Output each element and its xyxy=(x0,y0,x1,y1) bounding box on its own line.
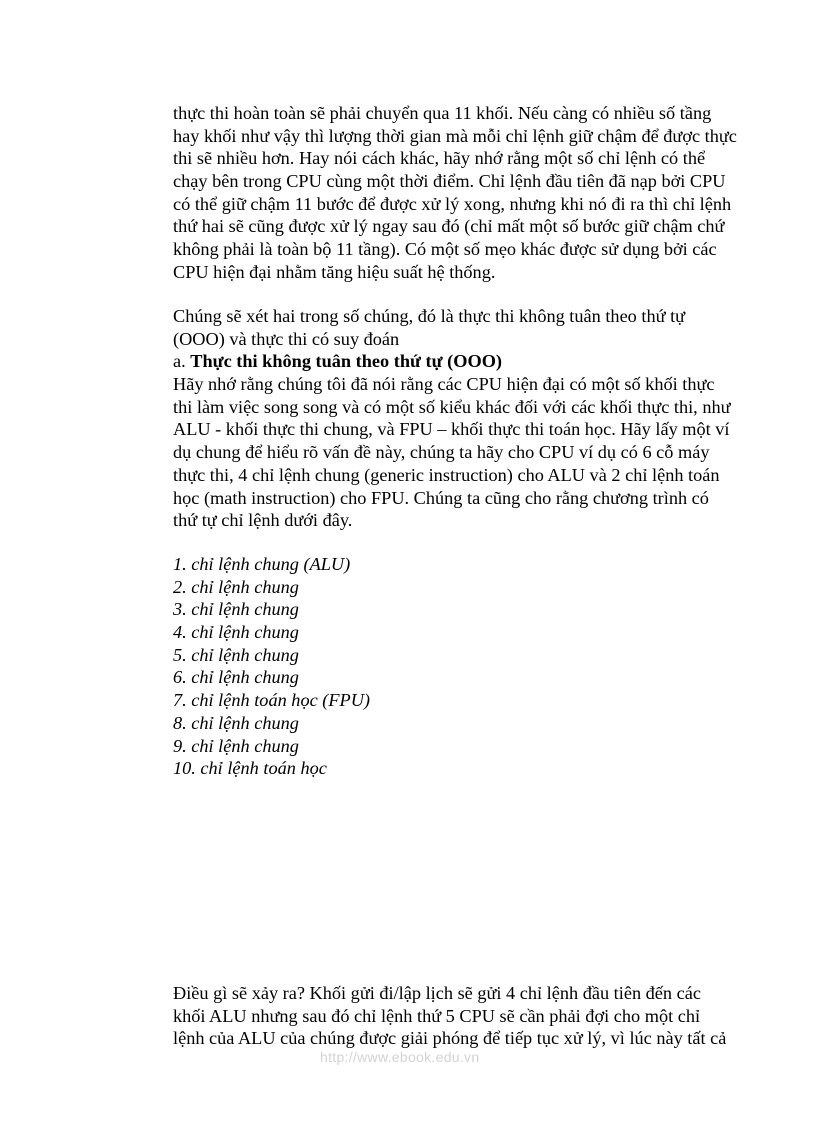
watermark-url: http://www.ebook.edu.vn xyxy=(320,1049,480,1065)
list-item: 8. chỉ lệnh chung xyxy=(173,712,299,733)
instruction-list xyxy=(173,553,773,780)
paragraph-ooo-intro xyxy=(173,305,773,532)
text-line: CPU hiện đại nhằm tăng hiệu suất hệ thống. xyxy=(173,261,496,282)
heading-prefix: a. xyxy=(173,351,191,372)
text-line: lệnh của ALU của chúng được giải phóng để tiếp tục xử lý, vì lúc này tất cả xyxy=(173,1028,727,1049)
text-line: chạy bên trong CPU cùng một thời điểm. Chỉ lệnh đầu tiên đã nạp bởi CPU xyxy=(173,171,726,192)
text-line: Hãy nhớ rằng chúng tôi đã nói rằng các CPU hiện đại có một số khối thực xyxy=(173,374,715,395)
text-line: ALU - khối thực thi chung, và FPU – khối thực thi toán học. Hãy lấy một ví xyxy=(173,419,730,440)
list-item: 10. chỉ lệnh toán học xyxy=(173,758,327,779)
text-line: thực thi, 4 chỉ lệnh chung (generic instruction) cho ALU và 2 chỉ lệnh toán xyxy=(173,464,720,485)
text-line: thứ hai sẽ cũng được xử lý ngay sau đó (chỉ mất một số bước giữ chậm chứ xyxy=(173,216,725,237)
list-item: 3. chỉ lệnh chung xyxy=(173,599,299,620)
list-item: 2. chỉ lệnh chung xyxy=(173,576,299,597)
list-item: 9. chỉ lệnh chung xyxy=(173,735,299,756)
text-line: thực thi hoàn toàn sẽ phải chuyển qua 11 khối. Nếu càng có nhiều số tầng xyxy=(173,103,712,123)
text-line: không phải là toàn bộ 11 tầng). Có một số mẹo khác được sử dụng bởi các xyxy=(173,239,717,260)
text-line: Chúng sẽ xét hai trong số chúng, đó là thực thi không tuân theo thứ tự xyxy=(173,306,686,326)
list-item: 5. chỉ lệnh chung xyxy=(173,644,299,665)
list-item: 7. chỉ lệnh toán học (FPU) xyxy=(173,690,370,711)
text-line: (OOO) và thực thi có suy đoán xyxy=(173,328,400,349)
paragraph-pipeline xyxy=(173,102,773,284)
list-item: 4. chỉ lệnh chung xyxy=(173,622,299,643)
text-line: thi làm việc song song và có một số kiểu khác đối với các khối thực thi, như xyxy=(173,396,731,417)
text-line: dụ chung để hiểu rõ vấn đề này, chúng ta hãy cho CPU ví dụ có 6 cỗ máy xyxy=(173,442,710,463)
list-item: 1. chỉ lệnh chung (ALU) xyxy=(173,554,351,574)
text-line: thi sẽ nhiều hơn. Hay nói cách khác, hãy nhớ rằng một số chỉ lệnh có thể xyxy=(173,148,706,169)
list-item: 6. chỉ lệnh chung xyxy=(173,667,299,688)
text-line: học (math instruction) cho FPU. Chúng ta cũng cho rằng chương trình có xyxy=(173,487,709,508)
heading-title: Thực thi không tuân theo thứ tự (OOO) xyxy=(190,351,503,372)
text-line: thứ tự chỉ lệnh dưới đây. xyxy=(173,510,353,531)
section-heading xyxy=(173,350,773,373)
text-line: hay khối như vậy thì lượng thời gian mà mỗi chỉ lệnh giữ chậm để được thực xyxy=(173,125,737,146)
text-line: khối ALU nhưng sau đó chỉ lệnh thứ 5 CPU sẽ cần phải đợi cho một chỉ xyxy=(173,1005,701,1026)
text-line: có thể giữ chậm 11 bước để được xử lý xong, nhưng khi nó đi ra thì chỉ lệnh xyxy=(173,193,732,214)
text-line: Điều gì sẽ xảy ra? Khối gửi đi/lập lịch sẽ gửi 4 chỉ lệnh đầu tiên đến các xyxy=(173,983,701,1003)
paragraph-what-happens xyxy=(173,982,773,1050)
